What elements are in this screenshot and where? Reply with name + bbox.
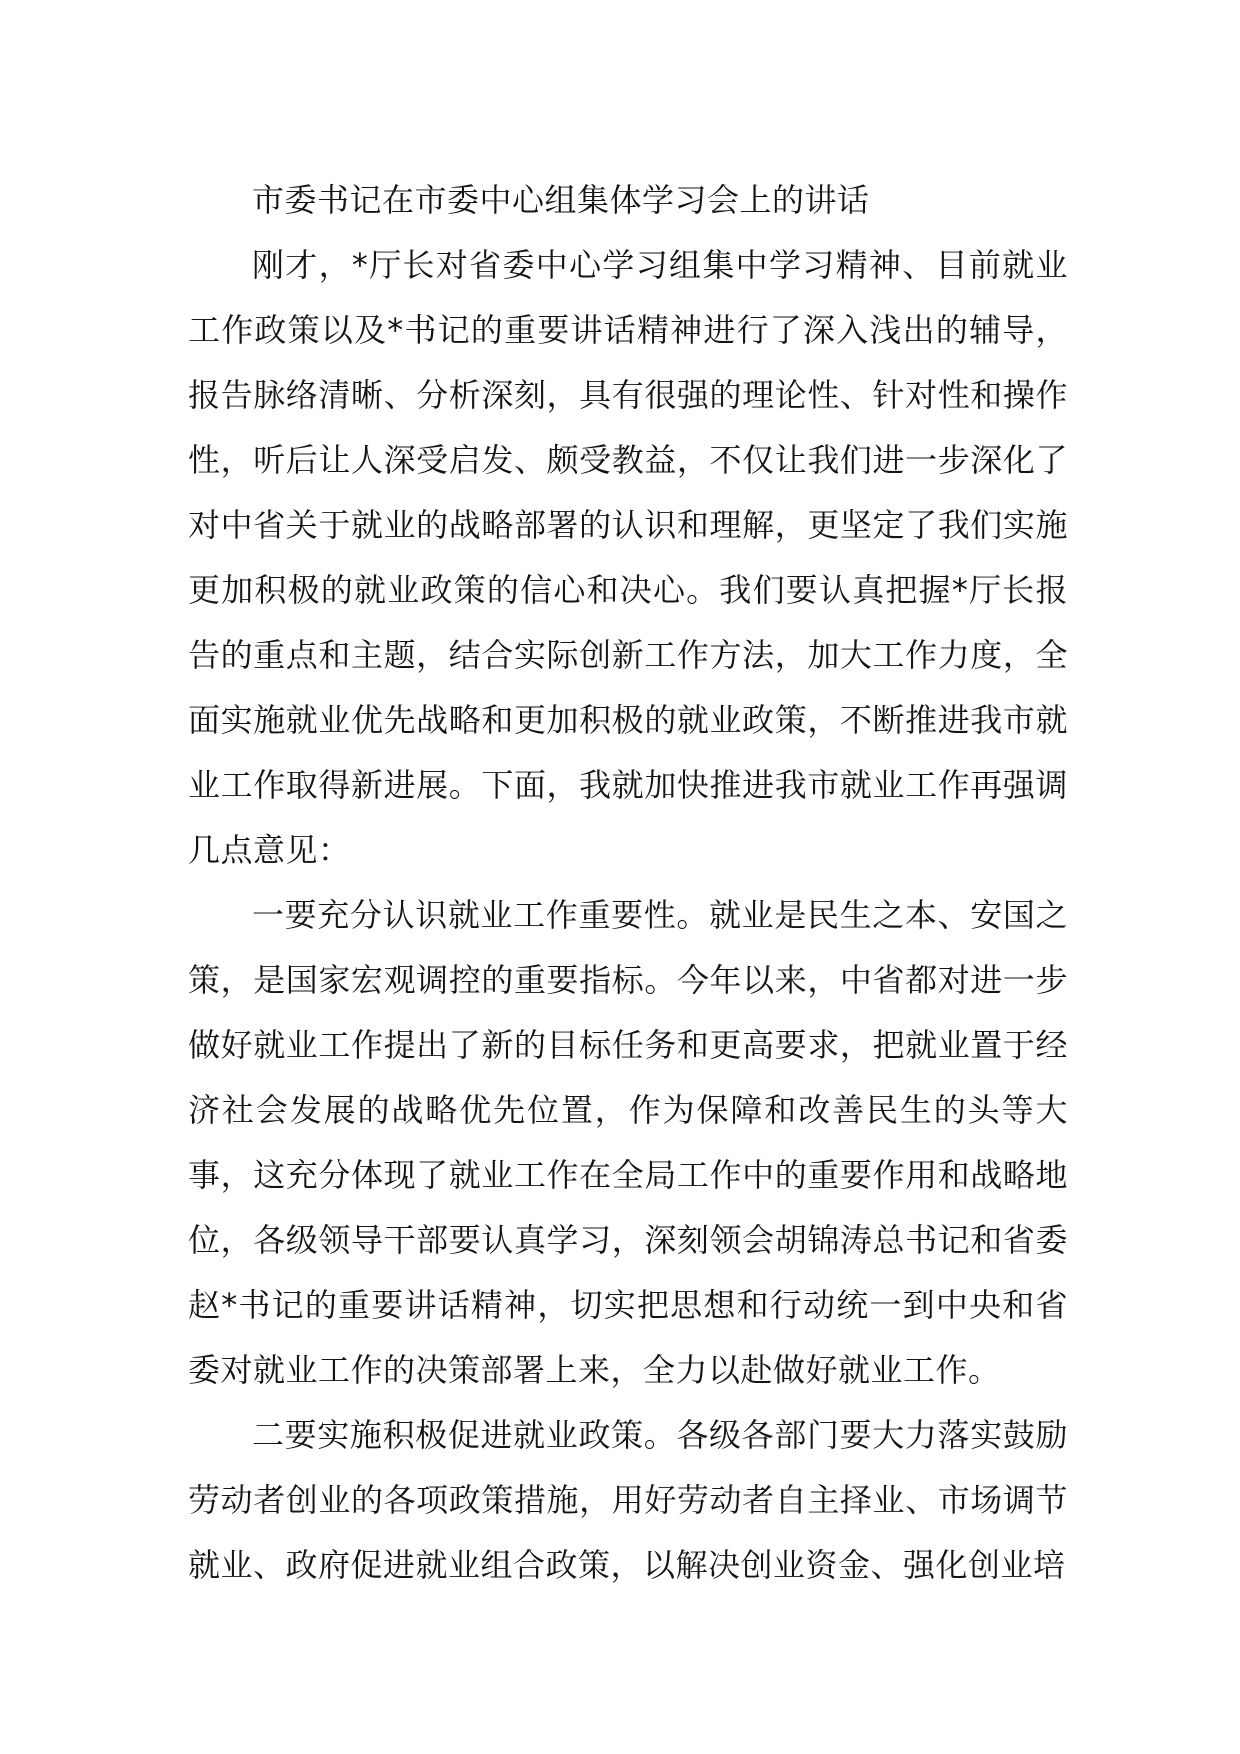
document-title: 市委书记在市委中心组集体学习会上的讲话 <box>252 181 870 219</box>
paragraph-point-one: 一要充分认识就业工作重要性。就业是民生之本、安国之策，是国家宏观调控的重要指标。今年以来，中省都对进一步做好就业工作提出了新的目标任务和更高要求，把就业置于经济社会发展的战略优先位置，作为保障和改善民生的头等大事，这充分体现了就业工作在全局工作中的重要作用和战略地位，各级领导干部要认真学习，深刻领会胡锦涛总书记和省委赵*书记的重要讲话精神，切实把思想和行动统一到中央和省委对就业工作的决策部署上来，全力以赴做好就业工作。 <box>188 896 1068 1389</box>
document-body <box>188 168 1068 1598</box>
paragraph-intro: 刚才，*厅长对省委中心学习组集中学习精神、目前就业工作政策以及*书记的重要讲话精神进行了深入浅出的辅导，报告脉络清晰、分析深刻，具有很强的理论性、针对性和操作性，听后让人深受启发、颇受教益，不仅让我们进一步深化了对中省关于就业的战略部署的认识和理解，更坚定了我们实施更加积极的就业政策的信心和决心。我们要认真把握*厅长报告的重点和主题，结合实际创新工作方法，加大工作力度，全面实施就业优先战略和更加积极的就业政策，不断推进我市就业工作取得新进展。下面，我就加快推进我市就业工作再强调几点意见： <box>188 246 1068 869</box>
paragraph-point-two: 二要实施积极促进就业政策。各级各部门要大力落实鼓励劳动者创业的各项政策措施，用好劳动者自主择业、市场调节就业、政府促进就业组合政策，以解决创业资金、强化创业培 <box>188 1416 1068 1584</box>
